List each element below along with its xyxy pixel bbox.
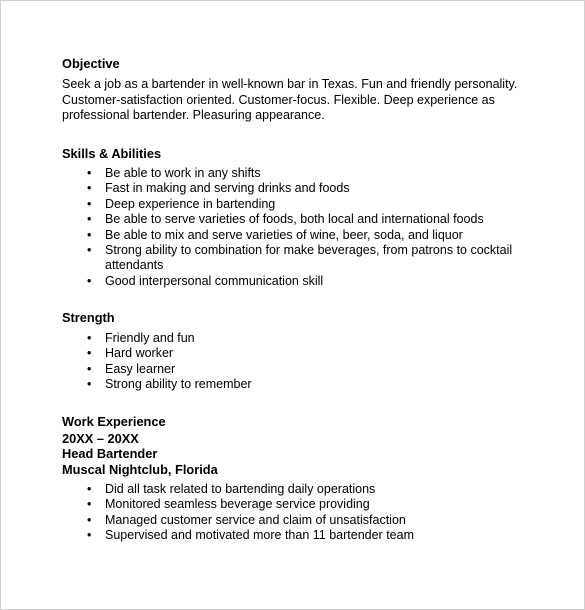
list-item-text: attendants — [105, 258, 164, 273]
bullet-icon: • — [87, 273, 92, 288]
list-item-text: Fast in making and serving drinks and foods — [105, 181, 350, 196]
resume-content — [62, 56, 562, 544]
list-item-text: Easy learner — [105, 361, 176, 376]
list-item-text: Be able to work in any shifts — [105, 166, 261, 181]
skills-list — [62, 166, 562, 289]
strength-list — [62, 331, 562, 393]
objective-text — [62, 77, 562, 123]
job-title: Head Bartender — [62, 446, 158, 462]
list-item — [62, 513, 562, 528]
job-block — [62, 431, 562, 477]
list-item — [62, 377, 562, 392]
job-period: 20XX – 20XX — [62, 430, 139, 446]
objective-heading: Objective — [62, 56, 120, 71]
list-item — [62, 482, 562, 497]
list-item-text: Friendly and fun — [105, 330, 195, 345]
list-item-text: Be able to serve varieties of foods, both local and international foods — [105, 212, 484, 227]
work-duties-list — [62, 482, 562, 544]
bullet-icon: • — [87, 481, 92, 496]
bullet-icon: • — [87, 497, 92, 512]
bullet-icon: • — [87, 376, 92, 391]
bullet-icon: • — [87, 361, 92, 376]
skills-heading: Skills & Abilities — [62, 145, 162, 161]
skills-section — [62, 146, 562, 290]
strength-section — [62, 310, 562, 392]
objective-line: professional bartender. Pleasuring appearance. — [62, 108, 325, 123]
list-item — [62, 197, 562, 212]
list-item — [62, 181, 562, 196]
list-item-text: Strong ability to remember — [105, 376, 252, 391]
list-item-text: Good interpersonal communication skill — [105, 273, 324, 288]
bullet-icon: • — [87, 212, 92, 227]
list-item — [62, 528, 562, 543]
bullet-icon: • — [87, 512, 92, 527]
bullet-icon: • — [87, 227, 92, 242]
work-experience-section — [62, 414, 562, 543]
list-item-text: Supervised and motivated more than 11 bartender team — [105, 528, 414, 543]
list-item-text: Be able to mix and serve varieties of wine, beer, soda, and liquor — [105, 227, 463, 242]
objective-line: Seek a job as a bartender in well-known bar in Texas. Fun and friendly personality. — [62, 77, 518, 92]
list-item — [62, 243, 562, 274]
list-item — [62, 228, 562, 243]
bullet-icon: • — [87, 243, 92, 258]
objective-section — [62, 56, 562, 124]
list-item — [62, 362, 562, 377]
list-item — [62, 346, 562, 361]
job-employer: Muscal Nightclub, Florida — [62, 461, 218, 477]
list-item-text: Managed customer service and claim of unsatisfaction — [105, 512, 406, 527]
bullet-icon: • — [87, 166, 92, 181]
list-item — [62, 212, 562, 227]
list-item-text: Monitored seamless beverage service providing — [105, 497, 370, 512]
bullet-icon: • — [87, 181, 92, 196]
bullet-icon: • — [87, 528, 92, 543]
bullet-icon: • — [87, 330, 92, 345]
objective-line: Customer-satisfaction oriented. Customer-focus. Flexible. Deep experience as — [62, 92, 495, 107]
list-item-text: Did all task related to bartending daily operations — [105, 481, 376, 496]
bullet-icon: • — [87, 346, 92, 361]
strength-heading: Strength — [62, 310, 115, 326]
list-item-text: Strong ability to combination for make beverages, from patrons to cocktail — [105, 243, 513, 258]
list-item — [62, 274, 562, 289]
list-item-text: Deep experience in bartending — [105, 196, 276, 211]
list-item-text: Hard worker — [105, 346, 174, 361]
list-item — [62, 166, 562, 181]
list-item — [62, 331, 562, 346]
list-item — [62, 497, 562, 512]
work-experience-heading: Work Experience — [62, 414, 166, 430]
bullet-icon: • — [87, 196, 92, 211]
